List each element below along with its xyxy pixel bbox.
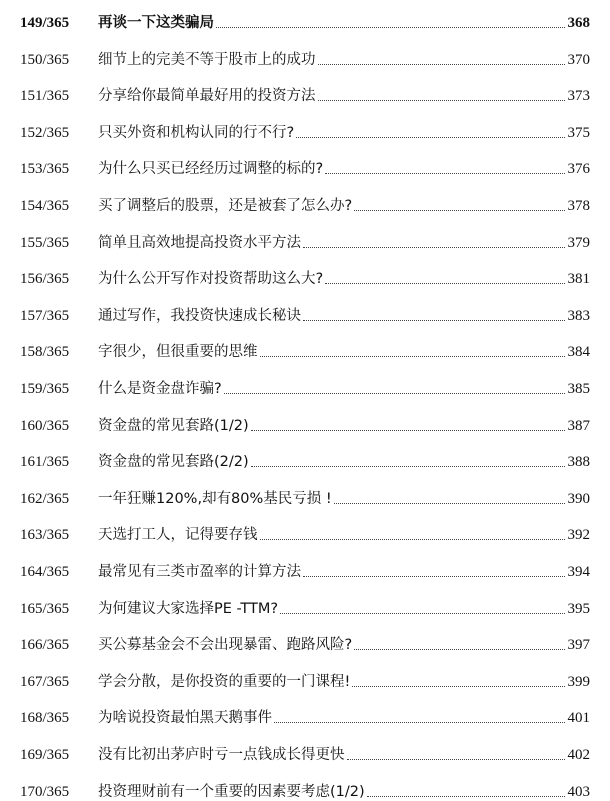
- toc-entry-number: 155/365: [20, 234, 70, 251]
- toc-entry-number: 164/365: [20, 564, 70, 580]
- toc-entry-page-number: 381: [567, 271, 590, 288]
- toc-entry[interactable]: [20, 264, 590, 288]
- toc-entry-page-number: 403: [567, 783, 590, 800]
- toc-entry[interactable]: [20, 411, 590, 435]
- toc-entry[interactable]: [20, 447, 590, 471]
- toc-entry-title: 分享给你最简单最好用的投资方法: [98, 88, 316, 105]
- toc-entry[interactable]: [20, 228, 590, 252]
- toc-entry-number: 166/365: [20, 637, 70, 654]
- toc-entry-number: 152/365: [20, 124, 70, 141]
- toc-entry-page-number: 375: [567, 124, 590, 141]
- toc-entry-page-number: 402: [567, 747, 590, 763]
- toc-entry-title: 为什么只买已经经历过调整的标的?: [98, 161, 324, 178]
- dot-leader: [296, 137, 564, 138]
- toc-entry-number: 160/365: [20, 417, 70, 434]
- dot-leader: [347, 759, 565, 760]
- dot-leader: [216, 27, 565, 28]
- dot-leader: [367, 796, 565, 797]
- toc-entry-number: 151/365: [20, 88, 70, 105]
- toc-entry-title: 只买外资和机构认同的行不行?: [98, 124, 295, 141]
- toc-entry-page-number: 392: [567, 527, 590, 544]
- toc-entry-number: 169/365: [20, 747, 70, 763]
- toc-entry-page-number: 388: [567, 454, 590, 471]
- toc-entry-number: 157/365: [20, 307, 70, 324]
- toc-entry-title: 什么是资金盘诈骗?: [98, 381, 222, 397]
- toc-entry-title: 资金盘的常见套路(1/2): [98, 417, 249, 434]
- toc-entry-page-number: 397: [567, 637, 590, 654]
- toc-entry-title: 细节上的完美不等于股市上的成功: [98, 51, 316, 68]
- toc-entry[interactable]: [20, 484, 590, 508]
- toc-entry-page-number: 401: [567, 710, 590, 727]
- toc-entry-page-number: 387: [567, 417, 590, 434]
- toc-entry-number: 158/365: [20, 344, 70, 361]
- toc-entry[interactable]: [20, 45, 590, 69]
- toc-entry-title: 一年狂赚120%,却有80%基民亏损 !: [98, 490, 332, 507]
- toc-entry-page-number: 370: [567, 51, 590, 68]
- toc-entry[interactable]: [20, 81, 590, 105]
- toc-entry-page-number: 384: [567, 344, 590, 361]
- toc-entry-title: 买了调整后的股票，还是被套了怎么办?: [98, 198, 353, 214]
- toc-entry-title: 资金盘的常见套路(2/2): [98, 454, 249, 471]
- toc-entry[interactable]: [20, 520, 590, 544]
- dot-leader: [274, 722, 565, 723]
- toc-entry[interactable]: [20, 557, 590, 581]
- toc-entry[interactable]: [20, 337, 590, 361]
- toc-entry[interactable]: [20, 191, 590, 215]
- toc-entry-title: 最常见有三类市盈率的计算方法: [98, 564, 301, 580]
- toc-entry[interactable]: [20, 630, 590, 654]
- toc-entry-page-number: 385: [567, 381, 590, 397]
- toc-entry-number: 165/365: [20, 600, 70, 617]
- toc-entry-number: 150/365: [20, 51, 70, 68]
- toc-entry-title: 买公募基金会不会出现暴雷、跑路风险?: [98, 637, 353, 654]
- toc-entry[interactable]: [20, 740, 590, 764]
- toc-entry-page-number: 373: [567, 88, 590, 105]
- dot-leader: [352, 686, 564, 687]
- toc-entry-number: 163/365: [20, 527, 70, 544]
- toc-entry-number: 156/365: [20, 271, 70, 288]
- toc-entry-number: 168/365: [20, 710, 70, 727]
- dot-leader: [318, 64, 565, 65]
- dot-leader: [318, 100, 565, 101]
- toc-entry-page-number: 368: [567, 15, 590, 31]
- toc-entry[interactable]: [20, 777, 590, 801]
- dot-leader: [251, 430, 565, 431]
- toc-entry-page-number: 395: [567, 600, 590, 617]
- dot-leader: [251, 466, 565, 467]
- toc-entry-page-number: 378: [567, 198, 590, 214]
- toc-entry-title: 没有比初出茅庐时亏一点钱成长得更快: [98, 747, 345, 763]
- dot-leader: [354, 210, 564, 211]
- toc-entry-title: 字很少，但很重要的思维: [98, 344, 258, 361]
- dot-leader: [260, 356, 565, 357]
- toc-entry-page-number: 376: [567, 161, 590, 178]
- toc-entry-title: 再谈一下这类骗局: [98, 15, 214, 31]
- toc-entry-title: 投资理财前有一个重要的因素要考虑(1/2): [98, 783, 365, 800]
- toc-entry-number: 170/365: [20, 783, 70, 800]
- toc-entry[interactable]: [20, 594, 590, 618]
- toc-entry-title: 为什么公开写作对投资帮助这么大?: [98, 271, 324, 288]
- toc-entry-number: 149/365: [20, 15, 70, 31]
- toc-entry-number: 153/365: [20, 161, 70, 178]
- toc-entry-title: 简单且高效地提高投资水平方法: [98, 234, 301, 251]
- dot-leader: [303, 320, 565, 321]
- toc-entry-number: 159/365: [20, 381, 70, 397]
- dot-leader: [354, 649, 564, 650]
- toc-entry-title: 学会分散，是你投资的重要的一门课程!: [98, 673, 351, 690]
- toc-entry-title: 通过写作，我投资快速成长秘诀: [98, 307, 301, 324]
- toc-entry-page-number: 399: [567, 673, 590, 690]
- dot-leader: [303, 576, 565, 577]
- toc-entry-number: 161/365: [20, 454, 70, 471]
- toc-entry[interactable]: [20, 118, 590, 142]
- toc-entry-page-number: 379: [567, 234, 590, 251]
- toc-entry-number: 167/365: [20, 673, 70, 690]
- toc-entry[interactable]: [20, 8, 590, 32]
- dot-leader: [224, 393, 565, 394]
- toc-entry-title: 天选打工人，记得要存钱: [98, 527, 258, 544]
- dot-leader: [260, 539, 565, 540]
- toc-entry[interactable]: [20, 154, 590, 178]
- toc-entry-title: 为何建议大家选择PE -TTM?: [98, 600, 279, 617]
- toc-entry-page-number: 390: [567, 490, 590, 507]
- dot-leader: [280, 613, 564, 614]
- toc-entry[interactable]: [20, 667, 590, 691]
- toc-entry[interactable]: [20, 301, 590, 325]
- dot-leader: [334, 503, 565, 504]
- toc-entry-title: 为啥说投资最怕黑天鹅事件: [98, 710, 272, 727]
- toc-entry[interactable]: [20, 703, 590, 727]
- dot-leader: [303, 247, 565, 248]
- dot-leader: [325, 283, 564, 284]
- dot-leader: [325, 173, 564, 174]
- toc-entry-number: 162/365: [20, 490, 70, 507]
- toc-entry-page-number: 383: [567, 307, 590, 324]
- toc-entry-number: 154/365: [20, 198, 70, 214]
- toc-entry-page-number: 394: [567, 564, 590, 580]
- toc-entry[interactable]: [20, 374, 590, 398]
